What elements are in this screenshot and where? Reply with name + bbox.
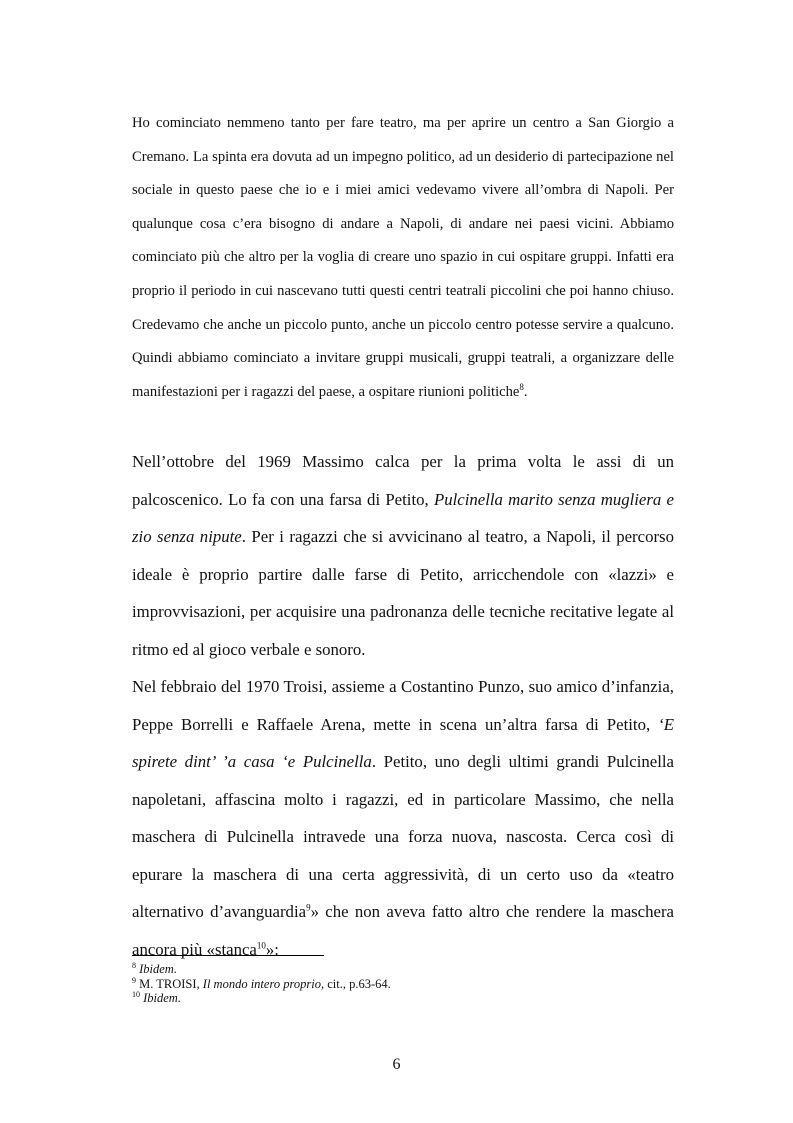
footnote-number: 9	[132, 975, 136, 985]
footnote-number: 10	[132, 989, 140, 999]
block-quote	[132, 107, 674, 409]
footnote-9	[132, 977, 674, 992]
footnote-ref-10[interactable]: 10	[256, 939, 266, 950]
work-title-e-spirete: ‘E spirete dint’ ’a casa ‘e Pulcinella	[132, 714, 674, 771]
paragraph-1-text: Nell’ottobre del 1969 Massimo calca per la prima volta le assi di un palcoscenico. Lo fa con una farsa di Petito,	[132, 452, 674, 509]
footnote-8	[132, 962, 674, 977]
footnote-italic: Ibidem.	[139, 962, 177, 976]
paragraph-1	[132, 443, 674, 668]
body-text	[132, 443, 674, 968]
footnote-ref-8[interactable]: 8	[519, 381, 524, 392]
footnote-text: M. TROISI,	[139, 976, 203, 991]
footnotes	[132, 962, 674, 1006]
footnote-10	[132, 991, 674, 1006]
work-title-pulcinella-marito: Pulcinella marito senza mugliera e zio senza nipute	[132, 489, 674, 546]
paragraph-2-text: Nel febbraio del 1970 Troisi, assieme a Costantino Punzo, suo amico d’infanzia, Peppe Borrelli e Raffaele Arena, mette in scena un’altra farsa di Petito,	[132, 677, 674, 734]
footnote-italic: Ibidem.	[143, 991, 181, 1005]
page-number: 6	[392, 1056, 401, 1073]
quote-end: .	[523, 383, 528, 400]
paragraph-2	[132, 668, 674, 968]
quote-text: Ho cominciato nemmeno tanto per fare teatro, ma per aprire un centro a San Giorgio a Cremano. La spinta era dovuta ad un impegno politico, ad un desiderio di partecipazione nel sociale in questo paese che io e i miei amici vedevamo vivere all’ombra di Napoli. Per qualunque cosa c’era bisogno di andare a Napoli, di andare nei paesi vicini. Abbiamo cominciato più che altro per la voglia di creare uno spazio in cui ospitare gruppi. Infatti era proprio il periodo in cui nascevano tutti questi centri teatrali piccolini che poi hanno chiuso. Credevamo che anche un piccolo punto, anche un piccolo centro potesse servire a qualcuno. Quindi abbiamo cominciato a invitare gruppi musicali, gruppi teatrali, a organizzare delle manifestazioni per i ragazzi del paese, a ospitare riunioni politiche	[132, 115, 674, 400]
footnote-text-end: , cit., p.63-64.	[320, 976, 391, 991]
footnote-separator	[132, 955, 324, 956]
paragraph-2-text-end: »:	[265, 939, 279, 959]
paragraph-2-text-middle: . Petito, uno degli ultimi grandi Pulcinella napoletani, affascina molto i ragazzi, ed in particolare Massimo, che nella maschera di Pulcinella intravede una forza nuova, nascosta. Cerca così di epurare la maschera di una certa aggressività, di un certo uso da «teatro alternativo d’avanguardia	[132, 752, 674, 921]
paragraph-2-text-late: » che non aveva fatto altro che rendere la maschera ancora più «stanca	[132, 902, 674, 959]
footnote-number: 8	[132, 960, 136, 970]
footnote-italic: Il mondo intero proprio	[202, 976, 321, 991]
footnote-ref-9[interactable]: 9	[306, 902, 311, 913]
paragraph-1-text-end: . Per i ragazzi che si avvicinano al teatro, a Napoli, il percorso ideale è proprio partire dalle farse di Petito, arricchendole con «lazzi» e improvvisazioni, per acquisire una padronanza delle tecniche recitative legate al ritmo ed al gioco verbale e sonoro.	[132, 527, 674, 659]
